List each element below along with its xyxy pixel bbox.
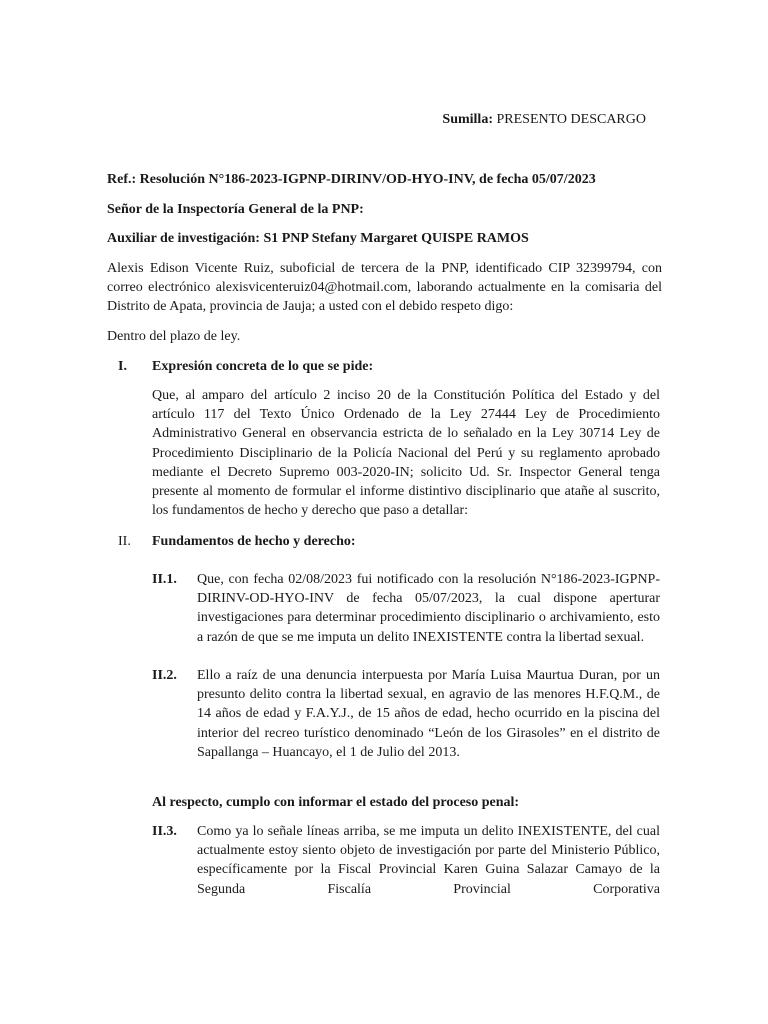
section-2-subheading: Al respecto, cumplo con informar el estado del proceso penal: bbox=[152, 795, 520, 810]
item-number: II.2. bbox=[152, 668, 177, 683]
addressee-line: Señor de la Inspectoría General de la PNP: bbox=[107, 202, 364, 217]
assistant-line: Auxiliar de investigación: S1 PNP Stefany Margaret QUISPE RAMOS bbox=[107, 231, 529, 246]
reference-line: Ref.: Resolución N°186-2023-IGPNP-DIRINV/OD-HYO-INV, de fecha 05/07/2023 bbox=[107, 172, 596, 187]
intro-paragraph: Alexis Edison Vicente Ruiz, suboficial de tercera de la PNP, identificado CIP 32399794, con correo electrónico alexisvicenteruiz04@hotmail.com, laborando actualmente en la comisaria del Distrito de Apata, provincia de Jauja; a usted con el debido respeto digo: bbox=[107, 261, 662, 315]
section-2-number: II. bbox=[118, 534, 131, 549]
item-text: Ello a raíz de una denuncia interpuesta por María Luisa Maurtua Duran, por un presunto delito contra la libertad sexual, en agravio de las menores H.F.Q.M., de 14 años de edad y F.A.Y.J., de 15 años de edad, hecho ocurrido en la piscina del interior del recreo turístico denominado “León de los Girasoles” en el distrito de Sapallanga – Huancayo, el 1 de Julio del 2013. bbox=[197, 668, 660, 760]
sumilla-label: Sumilla: bbox=[442, 112, 493, 127]
item-number: II.1. bbox=[152, 572, 177, 587]
item-text: Como ya lo señale líneas arriba, se me imputa un delito INEXISTENTE, del cual actualmente estoy siento objeto de investigación por parte del Ministerio Público, específicamente por la Fiscal Provincial Karen Guina Salazar Camayo de la Segunda Fiscalía Provincial Corporativa bbox=[197, 824, 660, 897]
item-text: Que, con fecha 02/08/2023 fui notificado con la resolución N°186-2023-IGPNP-DIRINV-OD-HYO-INV de fecha 05/07/2023, la cual dispone aperturar investigaciones para determinar procedimiento disciplinario o archivamiento, esto a razón de que se me imputa un delito INEXISTENTE contra la libertad sexual. bbox=[197, 572, 660, 645]
sumilla-value: PRESENTO DESCARGO bbox=[496, 112, 646, 127]
section-1-number: I. bbox=[118, 359, 127, 374]
section-1-body: Que, al amparo del artículo 2 inciso 20 de la Constitución Política del Estado y del artículo 117 del Texto Único Ordenado de la Ley 27444 Ley de Procedimiento Administrativo General en observancia estricta de lo señalado en la Ley 30714 Ley de Procedimiento Disciplinario de la Policía Nacional del Perú y su reglamento aprobado mediante el Decreto Supremo 003-2020-IN; solicito Ud. Sr. Inspector General tenga presente al momento de formular el informe distintivo disciplinario que atañe al suscrito, los fundamentos de hecho y derecho que paso a detallar: bbox=[152, 388, 660, 519]
item-number: II.3. bbox=[152, 824, 177, 839]
section-2-title: Fundamentos de hecho y derecho: bbox=[152, 534, 356, 549]
sumilla bbox=[442, 110, 646, 129]
deadline-line: Dentro del plazo de ley. bbox=[107, 329, 241, 344]
section-1-title: Expresión concreta de lo que se pide: bbox=[152, 359, 374, 374]
